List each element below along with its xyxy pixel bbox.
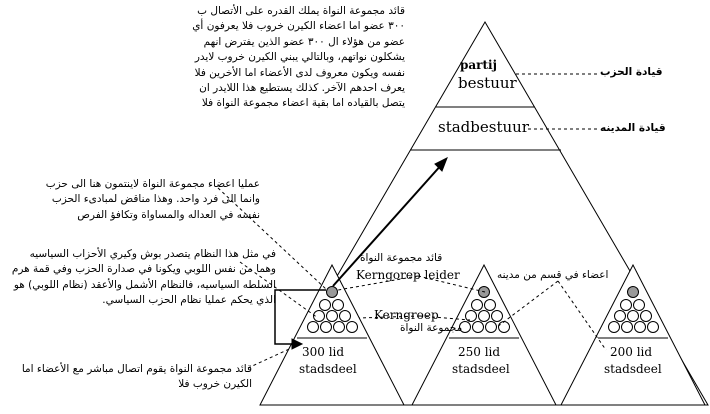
district-2-count: 250 lid [458,345,501,359]
paragraph-lobby-system: في مثل هذا النظام يتصدر بوش وكيري الأحزاب السياسيه وهما من نفس اللوبي ويكونا في صدارة الحزب وفي قمة هرم السلطه السياسيه، فالنظام الأشمل والأعقد (نظام اللوبي) هو الذي يحكم عمليا نظام الحزب السياسي. [11,248,276,307]
paragraph-kern-members: عمليا اعضاء مجموعة النواة لاينتمون هنا الى حزب وانما الى فرد واحد. وهذا مناقض لمبادىء الحزب نفسه في العداله والمساواة وتكافؤ الفرص [45,178,260,221]
kern-leader-ar: قائد مجموعة النواة [360,252,443,264]
party-leadership-line1: partij [460,58,497,72]
party-leadership-ar: قيادة الحزب [600,66,663,78]
district-2-name: stadsdeel [452,362,510,376]
paragraph-kern-leader: قائد مجموعة النواة يملك القدره على الأتصال ب ٣٠٠ عضو اما اعضاء الكيرن خروب فلا يعرفون أي عضو من هؤلاء ال ٣٠٠ عضو الذين يفترض انهم يشكلون نواتهم، وبالتالي يبني الكيرن خروب لايدر نفسه ويكون معروف لدى الأعضاء اما الأخرين فلا يعرف احدهم الآخر. كذلك يستطيع هذا اللايدر ان يتصل بالقياده اما بقية اعضاء مجموعة النواة فلا [192,5,405,110]
city-leadership-label: stadbestuur [438,118,529,136]
members-district-ar: اعضاء في قسم من مدينه [497,269,609,281]
district-1-name: stadsdeel [299,362,357,376]
kern-group-nl: Kerngroep [374,308,439,322]
party-leadership-line2: bestuur [458,74,517,92]
kern-group-ar: مجموعة النواة [400,322,463,334]
district-1-count: 300 lid [302,345,345,359]
city-leadership-ar: قيادة المدينه [600,122,666,134]
district-3-count: 200 lid [610,345,653,359]
district-3-name: stadsdeel [604,362,662,376]
paragraph-direct-contact: قائد مجموعة النواة يقوم اتصال مباشر مع الأعضاء اما الكيرن خروب فلا [21,363,252,391]
kern-leader-nl: Kerngorep leider [356,268,460,282]
